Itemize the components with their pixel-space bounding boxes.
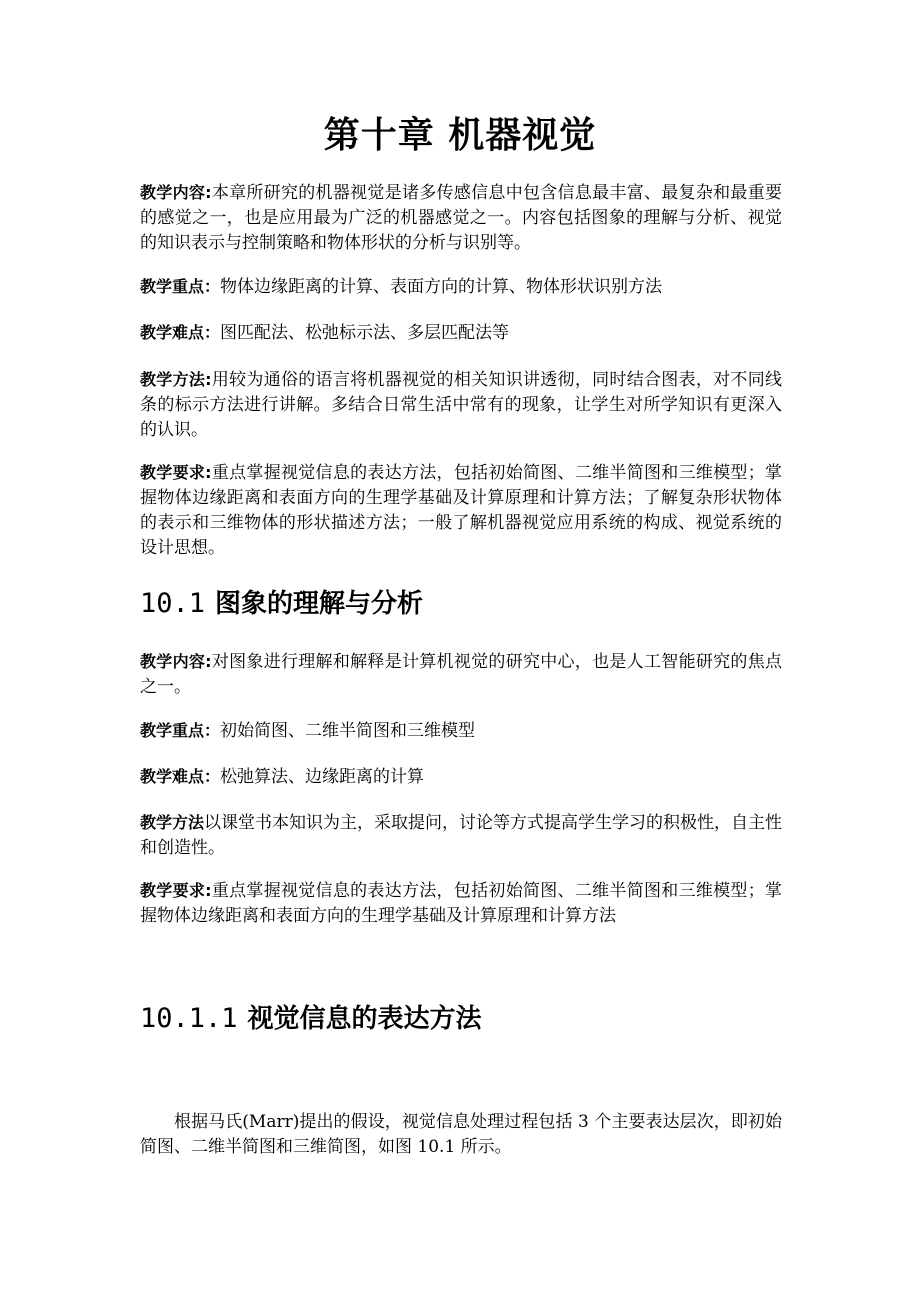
teaching-requirement-text: 重点掌握视觉信息的表达方法，包括初始简图、二维半简图和三维模型；掌握物体边缘距离和表面方向的生理学基础及计算原理和计算方法 xyxy=(140,881,782,926)
intro-teaching-content xyxy=(140,180,782,256)
teaching-content-label: 教学内容: xyxy=(140,183,212,202)
chapter-title: 第十章 机器视觉 xyxy=(323,115,597,156)
teaching-content-label: 教学内容: xyxy=(140,652,212,671)
s101-teaching-focus xyxy=(140,718,782,744)
s101-teaching-method xyxy=(140,810,782,861)
teaching-difficulty-text: 松弛算法、边缘距离的计算 xyxy=(220,767,425,787)
teaching-requirement-text: 重点掌握视觉信息的表达方法，包括初始简图、二维半简图和三维模型；掌握物体边缘距离和表面方向的生理学基础及计算原理和计算方法；了解复杂形状物体的表示和三维物体的形状描述方法；一般了解机器视觉应用系统的构成、视觉系统的设计思想。 xyxy=(140,463,782,558)
teaching-focus-label: 教学重点： xyxy=(140,721,221,740)
teaching-focus-text: 初始简图、二维半简图和三维模型 xyxy=(220,721,476,741)
teaching-content-text: 本章所研究的机器视觉是诸多传感信息中包含信息最丰富、最复杂和最重要的感觉之一，也是应用最为广泛的机器感觉之一。内容包括图象的理解与分析、视觉的知识表示与控制策略和物体形状的分析与识别等。 xyxy=(140,183,782,253)
s101-teaching-requirement xyxy=(140,878,782,929)
teaching-method-text: 以课堂书本知识为主，采取提问，讨论等方式提高学生学习的积极性，自主性和创造性。 xyxy=(140,813,783,858)
intro-teaching-difficulty xyxy=(140,320,782,346)
teaching-requirement-label: 教学要求: xyxy=(140,881,212,900)
teaching-method-label: 教学方法 xyxy=(140,813,205,832)
section-title: 视觉信息的表达方法 xyxy=(247,1004,482,1034)
teaching-difficulty-label: 教学难点： xyxy=(140,767,221,786)
teaching-focus-label: 教学重点： xyxy=(140,277,221,296)
teaching-requirement-label: 教学要求: xyxy=(140,463,212,482)
s101-teaching-difficulty xyxy=(140,764,782,790)
section-number: 10.1.1 xyxy=(140,1003,238,1034)
intro-teaching-requirement xyxy=(140,460,782,561)
teaching-method-label: 教学方法: xyxy=(140,370,212,389)
teaching-difficulty-label: 教学难点： xyxy=(140,323,221,342)
teaching-difficulty-text: 图匹配法、松弛标示法、多层匹配法等 xyxy=(220,323,510,343)
s101-teaching-content xyxy=(140,649,782,700)
teaching-focus-text: 物体边缘距离的计算、表面方向的计算、物体形状识别方法 xyxy=(220,277,663,297)
section-title: 图象的理解与分析 xyxy=(215,589,424,619)
intro-teaching-method xyxy=(140,367,782,443)
section-number: 10.1 xyxy=(140,588,206,619)
intro-teaching-focus xyxy=(140,274,782,300)
section-heading-10-1-1 xyxy=(140,1001,800,1037)
teaching-method-text: 用较为通俗的语言将机器视觉的相关知识讲透彻，同时结合图表，对不同线条的标示方法进行讲解。多结合日常生活中常有的现象，让学生对所学知识有更深入的认识。 xyxy=(140,370,782,440)
s1011-body-paragraph: 根据马氏(Marr)提出的假设，视觉信息处理过程包括 3 个主要表达层次，即初始简图、二维半简图和三维简图，如图 10.1 所示。 xyxy=(140,1112,782,1157)
section-heading-10-1 xyxy=(140,586,800,622)
teaching-content-text: 对图象进行理解和解释是计算机视觉的研究中心，也是人工智能研究的焦点之一。 xyxy=(140,652,782,697)
